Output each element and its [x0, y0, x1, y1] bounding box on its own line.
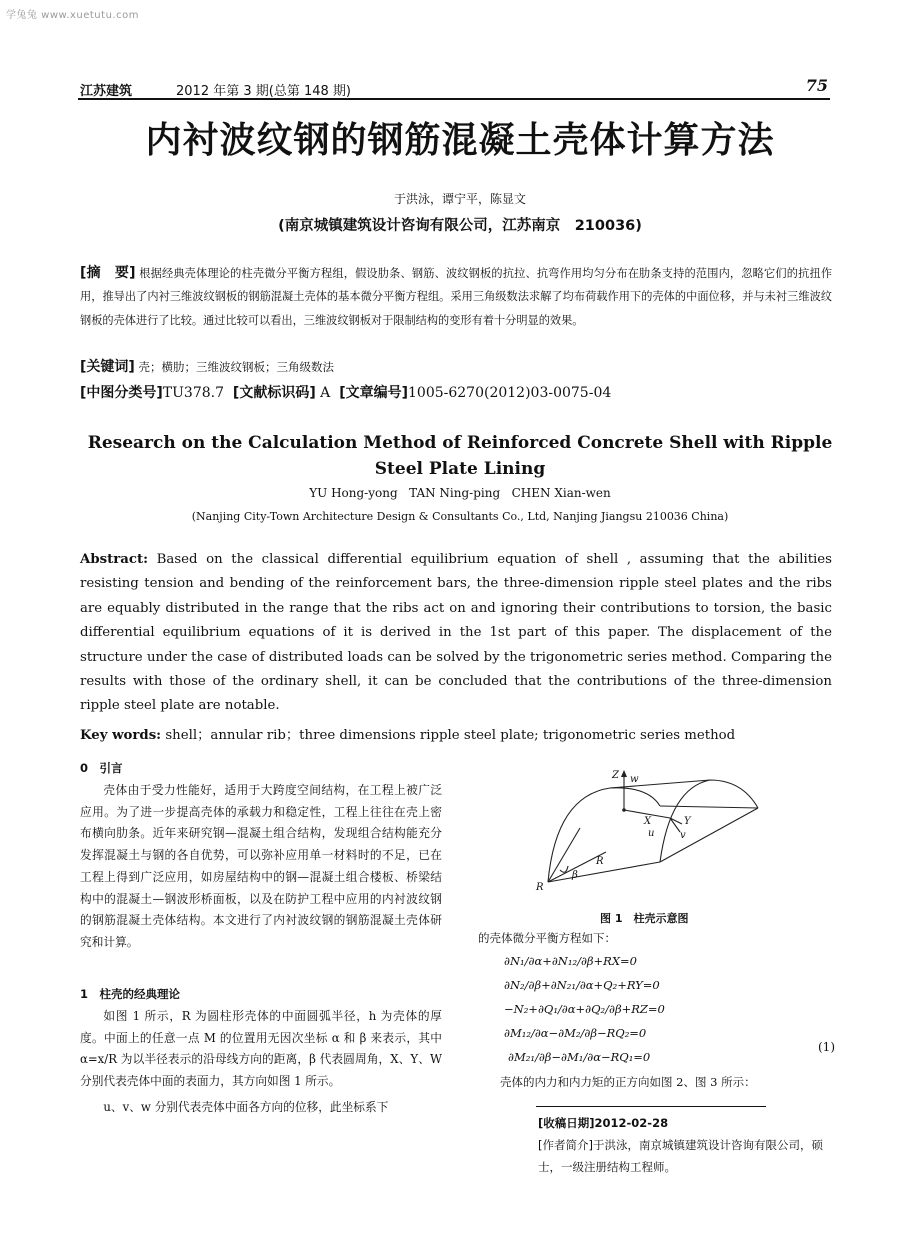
clc-value: TU378.7: [162, 385, 225, 401]
author-info: [作者简介]于洪泳，南京城镇建筑设计咨询有限公司，硕士，一级注册结构工程师。: [538, 1138, 823, 1174]
figure-1-caption: 图 1 柱壳示意图: [600, 912, 689, 925]
section-1: [80, 986, 442, 1119]
section-1-text-2: u、v、w 分别代表壳体中面各方向的位移，此坐标系下: [103, 1099, 389, 1114]
equation-1e: ∂M₂₁/∂β−∂M₁/∂α−RQ₁=0: [508, 1050, 651, 1064]
keywords-cn-text: 壳；横肋；三维波纹钢板；三角级数法: [138, 360, 334, 374]
article-no-label: [文章编号]: [339, 385, 408, 401]
english-affiliation: (Nanjing City-Town Architecture Design & Consultants Co., Ltd, Nanjing Jiangsu 210036 China): [191, 510, 729, 523]
abstract-en-label: Abstract:: [80, 552, 149, 567]
section-1-heading: 1 柱壳的经典理论: [80, 987, 181, 1001]
figure-1-shell-diagram: [520, 766, 770, 902]
fig-label-z: Z: [612, 770, 619, 781]
paper-title: 内衬波纹钢的钢筋混凝土壳体计算方法: [145, 120, 775, 161]
keywords-cn: [80, 356, 334, 376]
keywords-en-text: shell；annular rib；three dimensions ripple steel plate; trigonometric series method: [165, 728, 736, 743]
clc-label: [中图分类号]: [80, 385, 163, 401]
fig-label-r-outer: R: [536, 882, 544, 893]
received-date: [收稿日期]2012-02-28: [538, 1116, 669, 1130]
section-0: [80, 760, 442, 954]
fig-label-r-inner: R: [596, 856, 604, 867]
fig-label-u: u: [648, 828, 655, 839]
equations-after: 壳体的内力和内力矩的正方向如图 2、图 3 所示：: [500, 1075, 756, 1089]
section-1-text: 如图 1 所示，R 为圆柱形壳体的中面圆弧半径，h 为壳体的厚度。中面上的任意一点 M 的位置用无因次坐标 α 和 β 来表示，其中 α=x/R 为以半径表示的沿母线方向的距离，β 代表圆周角，X、Y、W 分别代表壳体中面的表面力，其方向如图 1 所示。: [80, 1009, 442, 1089]
english-title: Research on the Calculation Method of Reinforced Concrete Shell with Ripple Steel Plate Lining: [87, 433, 833, 479]
keywords-cn-label: [关键词]: [80, 359, 135, 375]
abstract-en: [80, 548, 832, 719]
equation-number: (1): [818, 1040, 835, 1054]
affiliation-cn: (南京城镇建筑设计咨询有限公司，江苏南京 210036): [278, 218, 642, 234]
doc-code-label: [文献标识码]: [232, 385, 316, 401]
header-rule: [78, 98, 830, 100]
keywords-en-label: Key words:: [80, 728, 162, 743]
abstract-cn-label: [摘 要]: [80, 265, 136, 281]
fig-label-beta: β: [572, 870, 578, 881]
section-0-text: 壳体由于受力性能好，适用于大跨度空间结构，在工程上被广泛应用。为了进一步提高壳体的承载力和稳定性，工程上往往在壳上密布横向肋条。近年来研究钢—混凝土组合结构，发现组合结构能充分发挥混凝土与钢的各自优势，可以弥补应用单一材料时的不足，已在工程上得到广泛应用，如房屋结构中的钢—混凝土组合楼板、桥梁结构中的混凝土—钢波形桥面板，以及在防护工程中应用的内衬波纹钢的钢筋混凝土壳体结构。本文进行了内衬波纹钢的钢筋混凝土壳体研究和计算。: [80, 783, 442, 949]
fig-label-w: w: [630, 774, 639, 785]
classification-line: [80, 382, 611, 402]
article-no-value: 1005-6270(2012)03-0075-04: [408, 385, 612, 401]
english-authors: YU Hong-yong TAN Ning-ping CHEN Xian-wen: [309, 486, 611, 500]
abstract-cn: [80, 262, 832, 332]
authors-cn: 于洪泳，谭宁平，陈显文: [393, 192, 526, 206]
fig-label-x: X: [644, 816, 652, 827]
journal-name: 江苏建筑: [80, 84, 133, 99]
equation-1b: ∂N₂/∂β+∂N₂₁/∂α+Q₂+RY=0: [504, 978, 660, 992]
footnote-rule: [536, 1106, 766, 1107]
issue-info: 2012 年第 3 期(总第 148 期): [176, 84, 351, 99]
keywords-en: [80, 724, 735, 743]
abstract-cn-text: 根据经典壳体理论的柱壳微分平衡方程组，假设肋条、钢筋、波纹钢板的抗拉、抗弯作用均匀分布在肋条支持的范围内，忽略它们的抗扭作用，推导出了内衬三维波纹钢板的钢筋混凝土壳体的基本微分平衡方程组。采用三角级数法求解了均布荷载作用下的壳体的中面位移，并与未衬三维波纹钢板的壳体进行了比较。通过比较可以看出，三维波纹钢板对于限制结构的变形有着十分明显的效果。: [80, 267, 833, 327]
equation-1d: ∂M₁₂/∂α−∂M₂/∂β−RQ₂=0: [504, 1026, 647, 1040]
equation-1c: −N₂+∂Q₁/∂α+∂Q₂/∂β+RZ=0: [504, 1002, 665, 1016]
doc-code-value: A: [320, 385, 331, 401]
equation-1a: ∂N₁/∂α+∂N₁₂/∂β+RX=0: [504, 954, 637, 968]
page-number: 75: [805, 76, 828, 95]
fig-label-v: v: [680, 830, 686, 841]
abstract-en-text: Based on the classical differential equilibrium equation of shell , assuming that the abilities resisting tension and bending of the reinforcement bars, the three-dimension ripple steel plates and the ribs are equably distributed in the range that the ribs act on and ignoring their contributions to torsion, the basic differential equilibrium equations of it is derived in the 1st part of this paper. The displacement of the structure under the case of distributed loads can be solved by the trigonometric series method. Comparing the results with those of the ordinary shell, it can be concluded that the contributions of the three-dimension ripple steel plate are notable.: [80, 552, 832, 714]
section-0-heading: 0 引言: [80, 761, 123, 775]
watermark: 学兔兔 www.xuetutu.com: [6, 10, 139, 21]
fig-label-y: Y: [684, 816, 691, 827]
equations-intro: 的壳体微分平衡方程如下：: [478, 931, 616, 945]
